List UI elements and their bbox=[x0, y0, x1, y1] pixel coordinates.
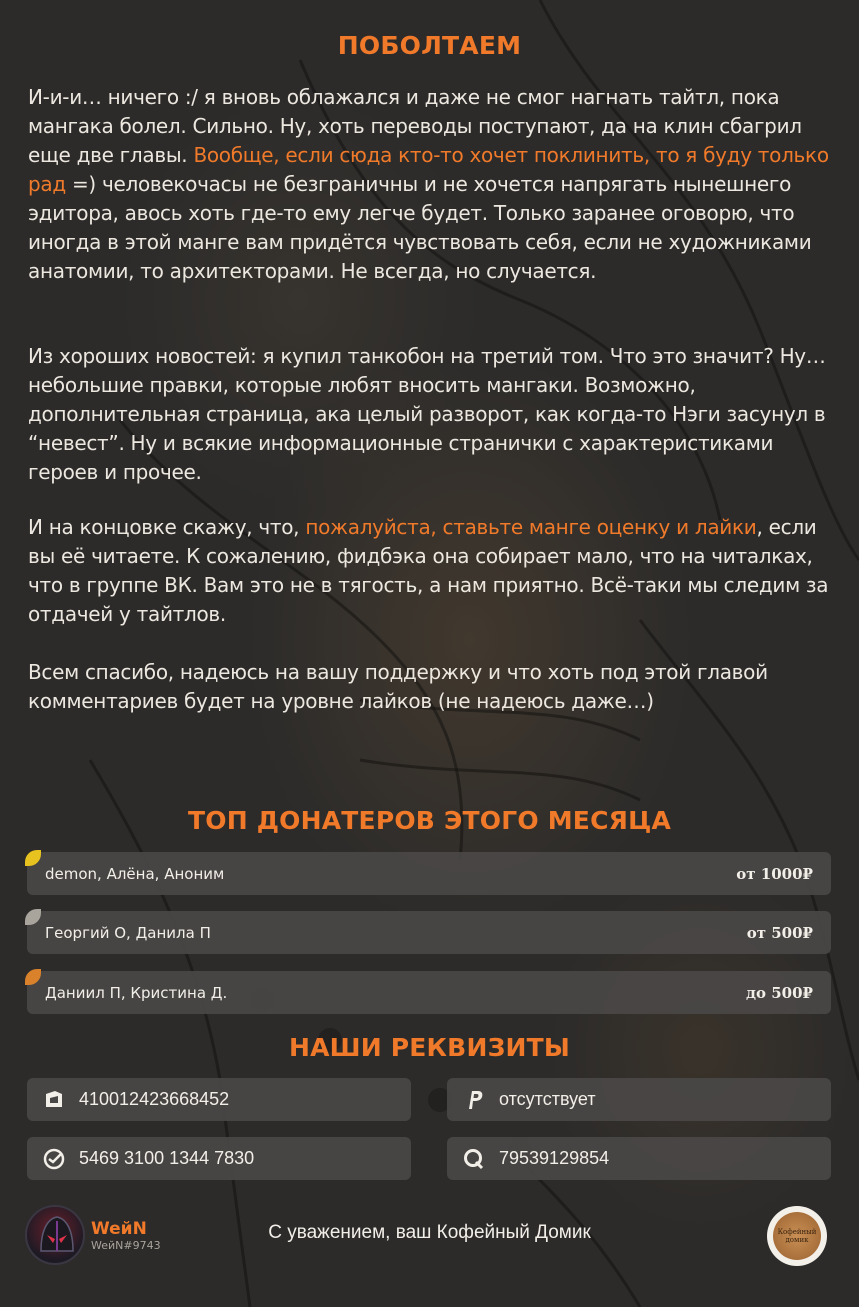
paragraph-request bbox=[28, 513, 840, 629]
yoomoney-number: 410012423668452 bbox=[79, 1089, 230, 1109]
donor-names: demon, Алёна, Аноним bbox=[45, 864, 225, 883]
author-name: WeйN bbox=[91, 1218, 147, 1239]
requisites-section-title: НАШИ РЕКВИЗИТЫ bbox=[288, 1033, 571, 1062]
requisite-sberbank[interactable] bbox=[27, 1137, 411, 1180]
donor-row-silver bbox=[27, 911, 831, 954]
paypal-icon bbox=[463, 1089, 485, 1111]
sberbank-icon bbox=[43, 1148, 65, 1170]
paragraph-intro bbox=[28, 83, 840, 286]
donor-amount: до 500₽ bbox=[746, 983, 813, 1002]
paragraph-news: Из хороших новостей: я купил танкобон на третий том. Что это значит? Ну… небольшие правки, которые любят вносить мангаки. Возможно, дополнительная страница, ака целый разворот, как когда-то Нэги засунул в “невест”. Ну и всякие информационные странички с характеристиками героев и прочее. bbox=[28, 344, 826, 484]
logo-text: Кофейный домик bbox=[773, 1212, 821, 1260]
donor-names: Даниил П, Кристина Д. bbox=[45, 983, 228, 1002]
paragraph-text: =) человекочасы не безграничны и не хочется напрягать нынешнего эдитора, авось хоть где-то ему легче будет. Только заранее оговорю, что иногда в этой манге вам придётся чувствовать себя, если не художниками анатомии, то архитекторами. Не всегда, но случается. bbox=[28, 172, 812, 283]
donor-names: Георгий О, Данила П bbox=[45, 923, 211, 942]
highlighted-text: пожалуйста, ставьте манге оценку и лайки bbox=[305, 515, 757, 539]
donors-section-title: ТОП ДОНАТЕРОВ ЭТОГО МЕСЯЦА bbox=[187, 806, 672, 835]
paypal-value: отсутствует bbox=[499, 1089, 596, 1109]
donor-row-bronze bbox=[27, 971, 831, 1014]
chat-section-title: ПОБОЛТАЕМ bbox=[337, 31, 522, 60]
yoomoney-icon bbox=[43, 1089, 65, 1111]
highlighted-text: Вообще, если сюда кто-то хочет поклинить, то я буду только рад bbox=[28, 143, 829, 196]
signoff-text: С уважением, ваш Кофейный Домик bbox=[268, 1222, 591, 1243]
requisite-yoomoney[interactable] bbox=[27, 1078, 411, 1121]
donor-amount: от 1000₽ bbox=[736, 864, 813, 883]
requisite-paypal[interactable] bbox=[447, 1078, 831, 1121]
paragraph-thanks: Всем спасибо, надеюсь на вашу поддержку и что хоть под этой главой комментариев будет на уровне лайков (не надеюсь даже…) bbox=[28, 660, 768, 713]
author-tag: WeйN#9743 bbox=[91, 1238, 161, 1252]
donor-row-gold bbox=[27, 852, 831, 895]
donor-amount: от 500₽ bbox=[746, 923, 813, 942]
coffee-house-logo bbox=[767, 1206, 827, 1266]
qiwi-number: 79539129854 bbox=[499, 1148, 610, 1168]
requisite-qiwi[interactable] bbox=[447, 1137, 831, 1180]
qiwi-icon bbox=[463, 1148, 485, 1170]
paragraph-text: , если вы её читаете. К сожалению, фидбэка она собирает мало, что на читалках, что в группе ВК. Вам это не в тягость, а нам приятно. Всё-таки мы следим за отдачей у тайтлов. bbox=[28, 515, 829, 626]
paragraph-text: И-и-и… ничего :/ я вновь облажался и даже не смог нагнать тайтл, пока мангака болел. Сильно. Ну, хоть переводы поступают, да на клин сбагрил еще две главы. bbox=[28, 85, 802, 167]
paragraph-text: И на концовке скажу, что, bbox=[28, 515, 306, 539]
sberbank-card-number: 5469 3100 1344 7830 bbox=[79, 1148, 255, 1168]
